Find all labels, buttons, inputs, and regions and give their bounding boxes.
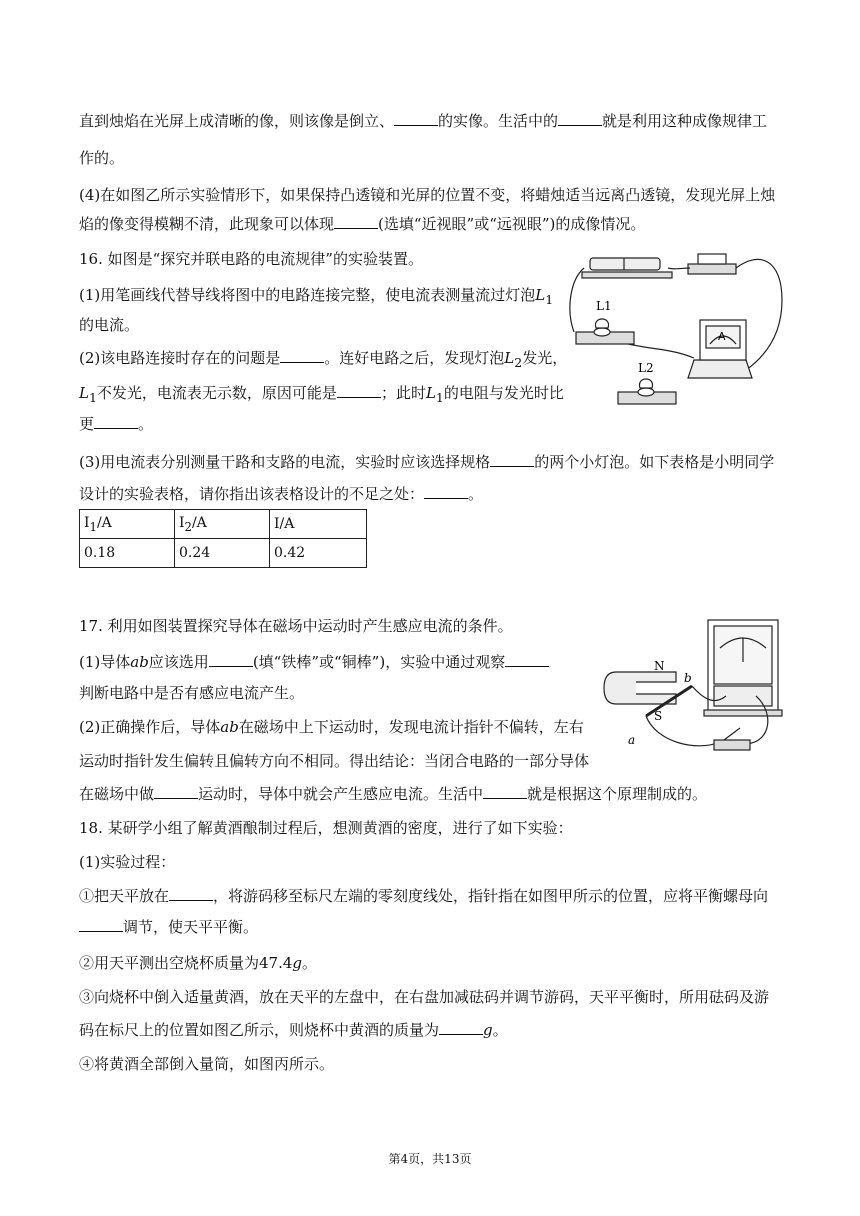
- table-cell: 0.18: [80, 539, 175, 568]
- q17-part2-end: 在磁场中做 运动时，导体中就会产生感应电流。生活中 就是根据这个原理制成的。: [79, 785, 708, 803]
- answer-blank: [424, 484, 468, 499]
- q17-title: 17. 利用如图装置探究导体在磁场中运动时产生感应电流的条件。: [79, 617, 513, 635]
- q16-part2-end: 更 。: [79, 415, 154, 433]
- q16-part2: (2)该电路连接时存在的问题是 。连好电路之后，发现灯泡$L_2$发光，: [79, 349, 568, 370]
- q16-part3: (3)用电流表分别测量干路和支路的电流，实验时应该选择规格 的两个小灯泡。如下表格是小明同学: [79, 453, 775, 471]
- answer-blank: [505, 652, 549, 667]
- page-footer: 第4页，共13页: [388, 1152, 472, 1166]
- text-line-1: 直到烛焰在光屏上成清晰的像，则该像是倒立、 的实像。生活中的 就是利用这种成像规律工: [79, 112, 768, 130]
- q18-step1-cont: 调节，使天平平衡。: [79, 917, 258, 937]
- q18-step2: ②用天平测出空烧杯质量为47.4g。: [79, 954, 318, 972]
- text-line-4: 焰的像变得模糊不清，此现象可以体现 (选填“近视眼”或“远视眼”)的成像情况。: [79, 215, 646, 233]
- answer-blank: [439, 1020, 483, 1035]
- answer-blank: [394, 111, 438, 126]
- circuit-figure: [560, 240, 790, 420]
- table-cell: 0.24: [175, 539, 270, 568]
- q16-part1-cont: 的电流。: [79, 316, 140, 334]
- table-header-cell: I/A: [270, 510, 367, 539]
- q18-part1: (1)实验过程：: [79, 853, 176, 871]
- current-table: [79, 509, 367, 568]
- q17-part1: (1)导体ab应该选用 (填“铁棒”或“铜棒”)，实验中通过观察: [79, 652, 549, 672]
- q16-part2-cont: $L_1$不发光，电流表无示数，原因可能是 ；此时$L_1$的电阻与发光时比: [79, 384, 564, 405]
- answer-blank: [79, 917, 123, 932]
- answer-blank: [94, 414, 138, 429]
- magnet-s-label: S: [654, 709, 663, 723]
- q17-part2-cont: 运动时指针发生偏转且偏转方向不相同。得出结论：当闭合电路的一部分导体: [79, 752, 590, 770]
- answer-blank: [490, 452, 534, 467]
- table-cell: 0.42: [270, 539, 367, 568]
- rod-a-label: a: [628, 733, 636, 747]
- table-header-cell: $I_1/A$: [80, 510, 175, 539]
- answer-blank: [280, 348, 324, 363]
- q18-step3-cont: 码在标尺上的位置如图乙所示，则烧杯中黄酒的质量为 g。: [79, 1021, 508, 1039]
- q16-part3-cont: 设计的实验表格，请你指出该表格设计的不足之处： 。: [79, 485, 484, 503]
- l1-label: L1: [596, 299, 612, 313]
- q17-part1-cont: 判断电路中是否有感应电流产生。: [79, 684, 305, 702]
- induction-figure: [596, 612, 786, 772]
- q18-title: 18. 某研学小组了解黄酒酿制过程后，想测黄酒的密度，进行了如下实验：: [79, 819, 573, 837]
- q16-title: 16. 如图是“探究并联电路的电流规律”的实验装置。: [79, 250, 423, 268]
- answer-blank: [154, 784, 198, 799]
- answer-blank: [334, 214, 378, 229]
- answer-blank: [337, 383, 381, 398]
- text-line-2: 作的。: [79, 149, 125, 167]
- q17-part2: (2)正确操作后，导体ab在磁场中上下运动时，发现电流计指针不偏转，左右: [79, 718, 584, 736]
- table-header-cell: $I_2/A$: [175, 510, 270, 539]
- rod-b-label: b: [684, 671, 692, 685]
- q18-step1: ①把天平放在 ，将游码移至标尺左端的零刻度线处，指针指在如图甲所示的位置，应将平衡螺母向: [79, 887, 769, 905]
- l2-label: L2: [638, 361, 654, 375]
- answer-blank: [483, 784, 527, 799]
- q18-step3: ③向烧杯中倒入适量黄酒，放在天平的左盘中，在右盘加减砝码并调节游码，天平平衡时，所用砝码及游: [79, 988, 770, 1006]
- answer-blank: [209, 652, 253, 667]
- ammeter-label: A: [718, 330, 726, 343]
- q16-part1: (1)用笔画线代替导线将图中的电路连接完整，使电流表测量流过灯泡$L_1$: [79, 286, 554, 307]
- answer-blank: [169, 886, 213, 901]
- answer-blank: [558, 111, 602, 126]
- table-header-row: [80, 510, 367, 539]
- magnet-n-label: N: [654, 659, 665, 673]
- table-row: [80, 539, 367, 568]
- q18-step4: ④将黄酒全部倒入量筒，如图丙所示。: [79, 1055, 335, 1073]
- text-line-3: (4)在如图乙所示实验情形下，如果保持凸透镜和光屏的位置不变，将蜡烛适当远离凸透镜，发现光屏上烛: [79, 186, 776, 204]
